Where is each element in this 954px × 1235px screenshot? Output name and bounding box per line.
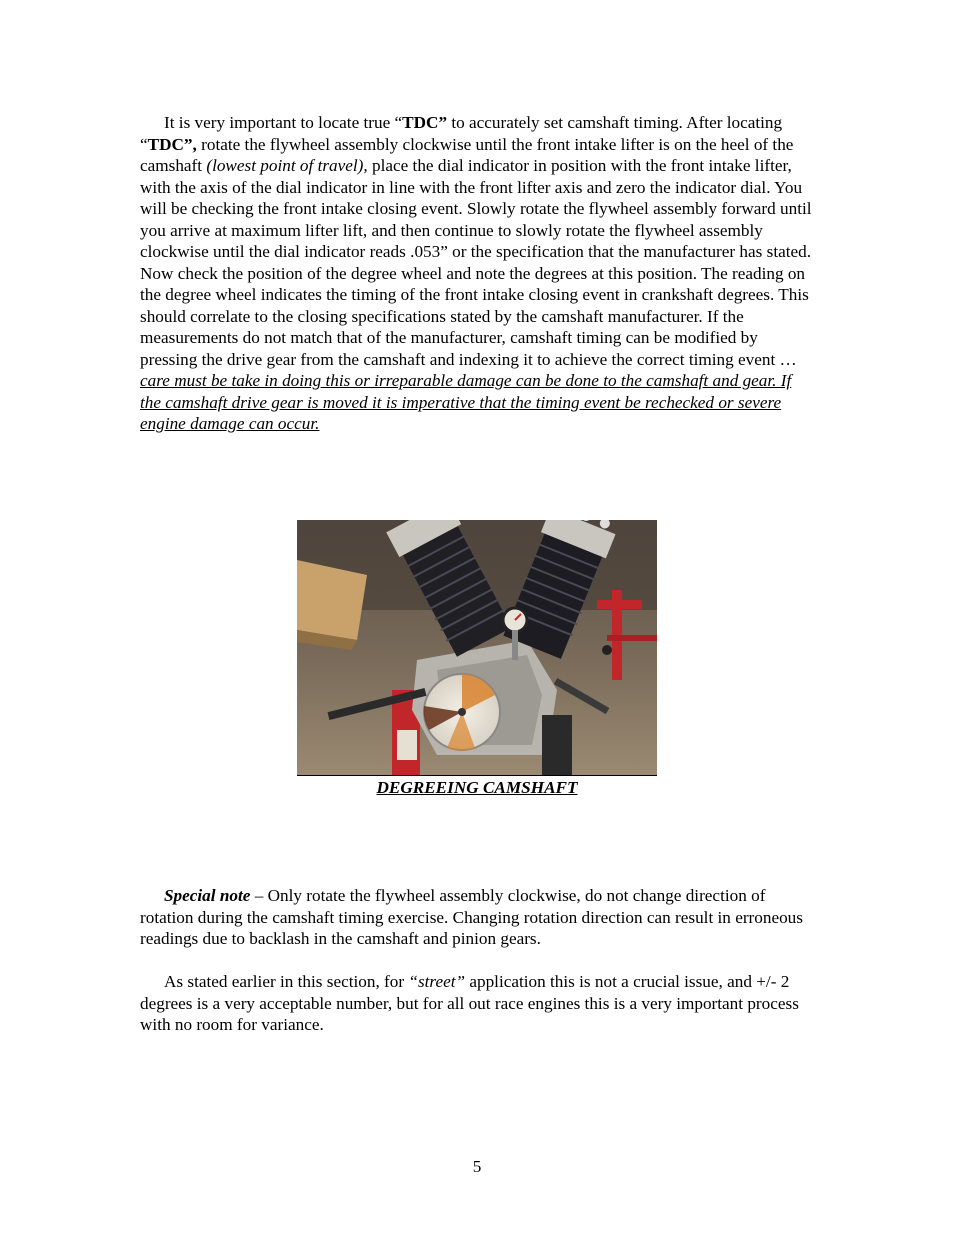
text-run: As stated earlier in this section, for xyxy=(164,972,409,991)
paragraph-special-note xyxy=(140,885,816,950)
italic-street: “street” xyxy=(408,972,466,991)
text-run: rotate the flywheel assembly clockwise until the front intake lifter is on the heel of the camshaft xyxy=(140,134,794,175)
page-number: 5 xyxy=(472,1157,482,1176)
text-run: place the dial indicator in position with the front intake lifter, with the axis of the dial indicator in line with the front lifter axis and zero the indicator dial. You will be checking the front intake closing event. Slowly rotate the flywheel assembly forward until you arrive at maximum lifter lift, and then continue to slowly rotate the flywheel assembly clockwise until the dial indicator reads .053” or the specification that the manufacturer has stated. Now check the position of the degree wheel and note the degrees at this position. The reading on the degree wheel indicates the timing of the front intake closing event in crankshaft degrees. This should correlate to the closing specifications stated by the camshaft manufacturer. If the measurements do not match that of the manufacturer, camshaft timing can be modified by pressing the drive gear from the camshaft and indexing it to achieve the correct timing event … xyxy=(140,156,812,369)
special-note-label: Special note xyxy=(164,886,251,905)
text-run: – Only rotate the flywheel assembly clockwise, do not change direction of rotation during the camshaft timing exercise. Changing rotation direction can result in erroneous readings due to backlash in the camshaft and pinion gears. xyxy=(140,886,803,948)
italic-note: (lowest point of travel), xyxy=(206,156,368,175)
bold-term-tdc: TDC” xyxy=(402,113,448,132)
engine-photo xyxy=(297,520,657,776)
paragraph-tdc-timing xyxy=(140,112,816,435)
text-run: application this is not a crucial issue, and +/- 2 degrees is a very acceptable number, but for all out race engines this is a very important process with no room for variance. xyxy=(140,972,799,1034)
figure-caption: DEGREEING CAMSHAFT xyxy=(376,778,578,797)
text-run: It is very important to locate true “ xyxy=(164,113,403,132)
engine-photo-illustration xyxy=(297,520,657,775)
warning-text: care must be take in doing this or irreparable damage can be done to the camshaft and gear. If the camshaft drive gear is moved it is imperative that the timing event be rechecked or severe engine damage can occur. xyxy=(140,371,792,433)
paragraph-street-application xyxy=(140,971,816,1036)
bold-term-tdc: TDC”, xyxy=(147,134,197,154)
text-run: to accurately set camshaft timing. After locating “ xyxy=(140,113,783,154)
